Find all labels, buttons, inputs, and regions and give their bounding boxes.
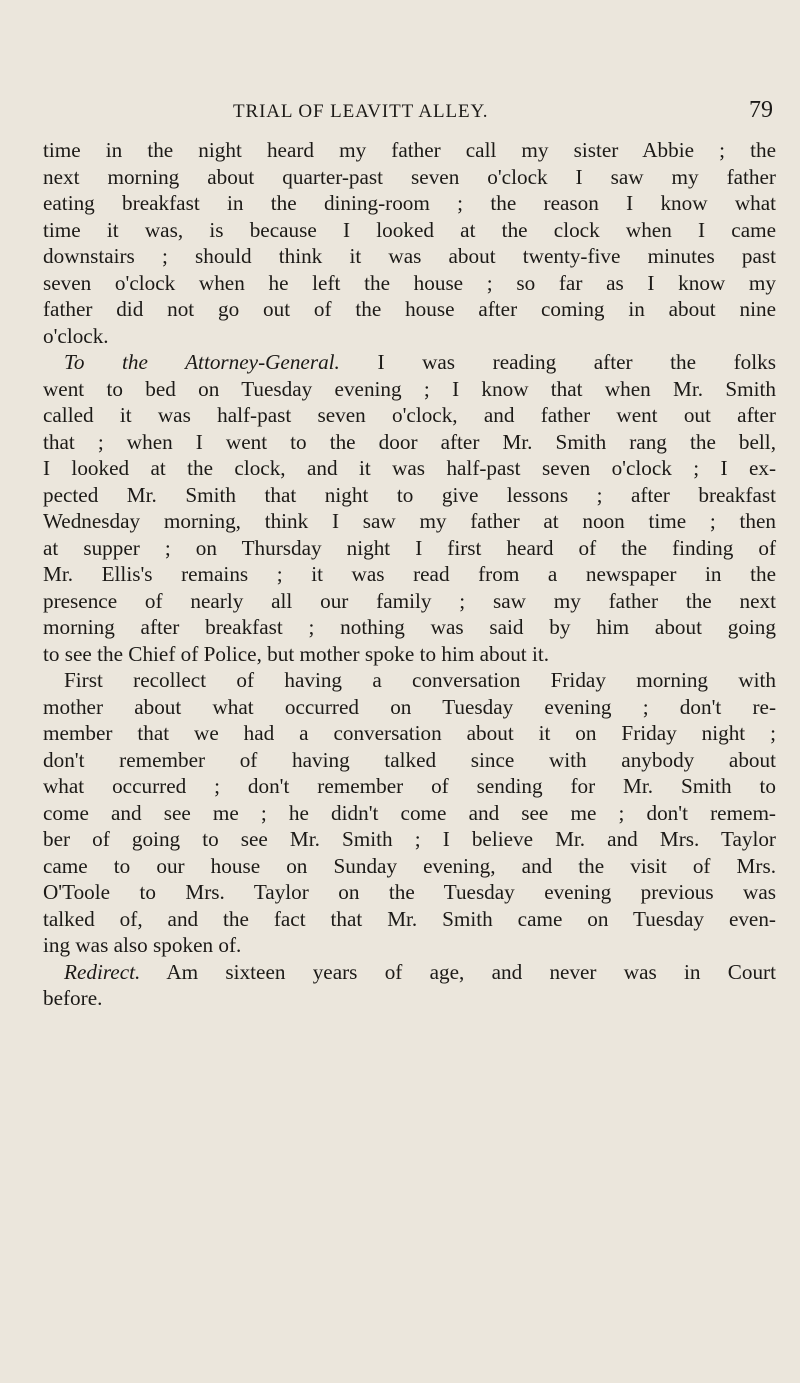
paragraph-testimony-direct	[43, 137, 776, 349]
text-line: eating breakfast in the dining-room ; the reason I know what	[43, 191, 776, 215]
text-line: talked of, and the fact that Mr. Smith came on Tuesday even-	[43, 906, 776, 931]
text-line: First recollect of having a conversation Friday morning with	[64, 668, 776, 692]
text-line: Mr. Ellis's remains ; it was read from a newspaper in the	[43, 562, 776, 586]
text-line: ing was also spoken of.	[43, 933, 242, 957]
page-number: 79	[749, 97, 773, 123]
text-line: went to bed on Tuesday evening ; I know that when Mr. Smith	[43, 376, 776, 401]
text-line: came to our house on Sunday evening, and the visit of Mrs.	[43, 853, 776, 878]
text-line: that ; when I went to the door after Mr. Smith rang the bell,	[43, 429, 776, 454]
paragraph-redirect	[43, 959, 776, 1012]
text-line: Wednesday morning, think I saw my father at noon time ; then	[43, 509, 776, 533]
text-block	[43, 137, 776, 1012]
text-line: I looked at the clock, and it was half-past seven o'clock ; I ex-	[43, 456, 776, 480]
text-line: time it was, is because I looked at the clock when I came	[43, 217, 776, 242]
text-line: called it was half-past seven o'clock, and father went out after	[43, 403, 776, 427]
text-line: before.	[43, 986, 103, 1010]
text-run: Am sixteen years of age, and never was in Court	[140, 959, 776, 984]
paragraph-attorney-general	[43, 349, 776, 667]
text-line: pected Mr. Smith that night to give lessons ; after breakfast	[43, 482, 776, 507]
text-line: downstairs ; should think it was about twenty-five minutes past	[43, 244, 776, 268]
speaker-lead: Redirect.	[64, 959, 141, 984]
text-line: o'clock.	[43, 323, 109, 348]
running-title: TRIAL OF LEAVITT ALLEY.	[233, 101, 489, 122]
text-line	[43, 959, 776, 986]
speaker-lead: To the Attorney-General.	[64, 350, 340, 374]
text-run: I was reading after the folks	[339, 350, 777, 374]
text-line: presence of nearly all our family ; saw my father the next	[43, 588, 776, 613]
text-line: what occurred ; don't remember of sending for Mr. Smith to	[43, 774, 776, 798]
paragraph-recollection	[43, 667, 776, 959]
text-line: morning after breakfast ; nothing was said by him about going	[43, 615, 776, 639]
text-line: member that we had a conversation about it on Friday night ;	[43, 721, 776, 745]
text-line: ber of going to see Mr. Smith ; I believe Mr. and Mrs. Taylor	[43, 827, 776, 851]
text-line: O'Toole to Mrs. Taylor on the Tuesday evening previous was	[43, 880, 776, 904]
text-line: come and see me ; he didn't come and see me ; don't remem-	[43, 800, 776, 825]
text-line: don't remember of having talked since with anybody about	[43, 747, 776, 772]
text-line: at supper ; on Thursday night I first heard of the finding of	[43, 535, 776, 560]
text-line: time in the night heard my father call my sister Abbie ; the	[43, 138, 776, 162]
text-line: to see the Chief of Police, but mother spoke to him about it.	[43, 641, 550, 666]
text-line: father did not go out of the house after coming in about nine	[43, 297, 776, 321]
text-line	[43, 349, 776, 376]
text-line: next morning about quarter-past seven o'clock I saw my father	[43, 164, 776, 189]
text-line: seven o'clock when he left the house ; so far as I know my	[43, 270, 776, 295]
running-head	[233, 99, 773, 129]
text-line: mother about what occurred on Tuesday evening ; don't re-	[43, 694, 776, 719]
